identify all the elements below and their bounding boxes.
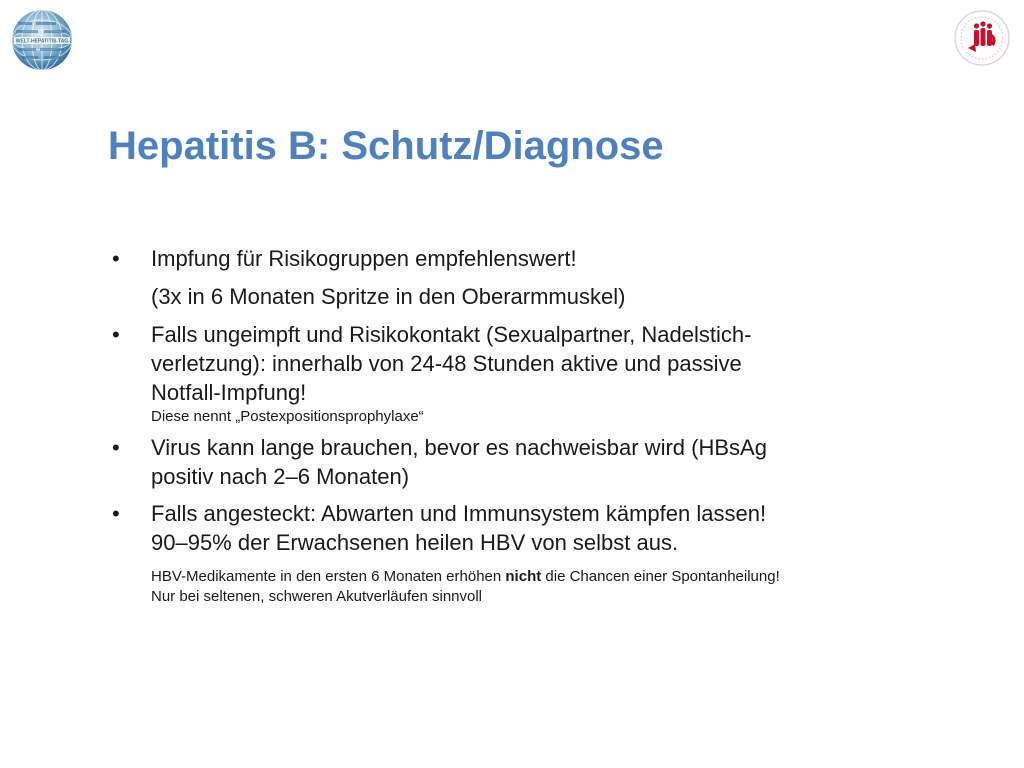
footnote-text-pre: HBV-Medikamente in den ersten 6 Monaten erhöhen (151, 568, 506, 585)
bullet-item-vaccination-detail (112, 282, 932, 311)
bullet-item-emergency-vaccination (112, 320, 932, 427)
bullet-item-detection (112, 433, 932, 491)
bullet-item-vaccination (112, 244, 932, 273)
bullet-text: 90–95% der Erwachsenen heilen HBV von selbst aus. (151, 530, 679, 555)
bullet-icon: • (112, 322, 120, 347)
bullet-text: Impfung für Risikogruppen empfehlenswert! (151, 246, 577, 271)
bullet-text: Virus kann lange brauchen, bevor es nachweisbar wird (HBsAg (151, 435, 767, 460)
globe-logo-label: WELT-HEPATITIS-TAG (15, 38, 69, 45)
bullet-text: verletzung): innerhalb von 24-48 Stunden aktive und passive (151, 351, 742, 376)
slide-content (112, 244, 932, 607)
organization-emblem-logo (952, 8, 1012, 68)
slide-title: Hepatitis B: Schutz/Diagnose (108, 124, 664, 168)
bullet-item-infected (112, 499, 932, 557)
welt-hepatitis-tag-logo (10, 8, 74, 72)
footnote-line-2: Nur bei seltenen, schweren Akutverläufen sinnvoll (151, 588, 483, 605)
bullet-text: positiv nach 2–6 Monaten) (151, 464, 410, 489)
bullet-text: Falls angesteckt: Abwarten und Immunsystem kämpfen lassen! (151, 501, 767, 526)
bullet-icon: • (112, 435, 120, 460)
footnote-text-bold: nicht (505, 568, 542, 585)
bullet-text: Falls ungeimpft und Risikokontakt (Sexualpartner, Nadelstich- (151, 322, 752, 347)
bullet-icon: • (112, 501, 120, 526)
bullet-note: Diese nennt „Postexpositionsprophylaxe“ (151, 408, 424, 425)
bullet-icon: • (112, 246, 120, 271)
bullet-text: Notfall-Impfung! (151, 380, 307, 405)
globe-logo-icon (10, 8, 74, 72)
footnote (112, 567, 932, 607)
footnote-text-post: die Chancen einer Spontanheilung! (541, 568, 780, 585)
emblem-icon (952, 8, 1012, 68)
footnote-line (151, 567, 932, 587)
bullet-text: (3x in 6 Monaten Spritze in den Oberarmmuskel) (151, 284, 626, 309)
